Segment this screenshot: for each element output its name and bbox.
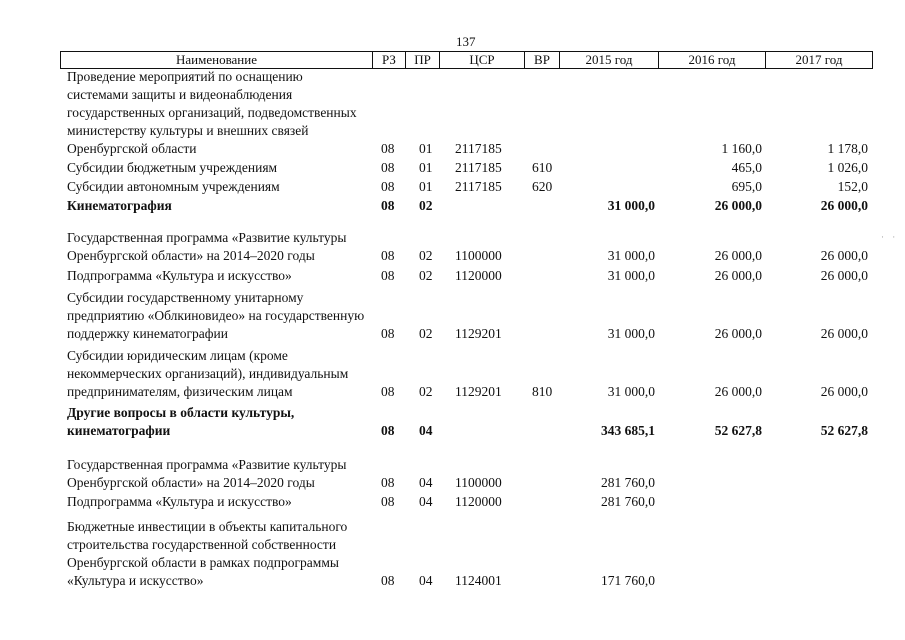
row-name: Государственная программа «Развитие культуры Оренбургской области» на 2014–2020 годы	[67, 230, 347, 263]
row-vr: 610	[532, 160, 553, 175]
row-rz: 08	[381, 268, 395, 283]
row-name: Бюджетные инвестиции в объекты капитального строительства государственной собственности Оренбургской области в рамках подпрограммы «Культура и искусство»	[67, 519, 348, 588]
row-2017: 26 000,0	[820, 384, 868, 399]
row-csr: 1129201	[455, 326, 502, 341]
row-name: Проведение мероприятий по оснащению системами защиты и видеонаблюдения государственных организаций, подведомственных министерству культуры и внешних связей Оренбургской области	[67, 69, 357, 156]
row-2016: 695,0	[731, 179, 762, 194]
row-name: Кинематография	[67, 198, 172, 213]
row-csr: 2117185	[455, 160, 502, 175]
row-2016: 26 000,0	[714, 326, 762, 341]
row-2017: 152,0	[837, 179, 868, 194]
table-row	[0, 158, 905, 177]
row-pr: 01	[419, 160, 433, 175]
header-csr: ЦСР	[439, 51, 525, 69]
row-vr: 810	[532, 384, 553, 399]
row-pr: 01	[419, 179, 433, 194]
row-rz: 08	[381, 494, 395, 509]
row-2017: 26 000,0	[820, 248, 868, 263]
row-csr: 2117185	[455, 179, 502, 194]
row-name: Субсидии юридическим лицам (кроме некоммерческих организаций), индивидуальным предпринимателям, физическим лицам	[67, 348, 349, 399]
row-csr: 1100000	[455, 475, 502, 490]
row-rz: 08	[381, 475, 395, 490]
row-2015: 343 685,1	[601, 423, 655, 438]
page-number: 137	[456, 34, 476, 49]
row-2017: 52 627,8	[820, 423, 868, 438]
row-2016: 52 627,8	[714, 423, 762, 438]
row-2017: 1 178,0	[827, 141, 868, 156]
row-pr: 01	[419, 141, 433, 156]
table-row	[0, 69, 905, 158]
row-rz: 08	[381, 198, 395, 213]
row-2015: 281 760,0	[601, 494, 655, 509]
row-name: Другие вопросы в области культуры, кинематографии	[67, 405, 295, 438]
row-name: Субсидии государственному унитарному предприятию «Облкиновидео» на государственную поддержку кинематографии	[67, 290, 365, 341]
row-2015: 281 760,0	[601, 475, 655, 490]
table-row	[0, 265, 905, 285]
row-2015: 31 000,0	[607, 198, 655, 213]
table-row	[0, 215, 905, 265]
header-2015: 2015 год	[559, 51, 659, 69]
row-name: Субсидии автономным учреждениям	[67, 179, 280, 194]
table-row	[0, 290, 905, 343]
table-row	[0, 440, 905, 492]
row-csr: 1120000	[455, 494, 502, 509]
row-rz: 08	[381, 141, 395, 156]
row-rz: 08	[381, 384, 395, 399]
row-rz: 08	[381, 179, 395, 194]
row-rz: 08	[381, 573, 395, 588]
row-2016: 26 000,0	[714, 268, 762, 283]
row-pr: 02	[419, 268, 433, 283]
header-2017: 2017 год	[765, 51, 873, 69]
header-name: Наименование	[60, 51, 373, 69]
row-name: Государственная программа «Развитие культуры Оренбургской области» на 2014–2020 годы	[67, 457, 347, 490]
row-2017: 26 000,0	[820, 198, 868, 213]
table-row	[0, 518, 905, 590]
table-row	[0, 196, 905, 215]
row-2015: 171 760,0	[601, 573, 655, 588]
header-2016: 2016 год	[658, 51, 766, 69]
row-pr: 04	[419, 573, 433, 588]
row-2015: 31 000,0	[607, 384, 655, 399]
table-row	[0, 177, 905, 196]
scan-mark: · ·	[881, 232, 899, 242]
row-2015: 31 000,0	[607, 326, 655, 341]
row-csr: 1120000	[455, 268, 502, 283]
table-row	[0, 404, 905, 440]
row-csr: 2117185	[455, 141, 502, 156]
row-rz: 08	[381, 326, 395, 341]
table-row	[0, 348, 905, 401]
row-rz: 08	[381, 423, 395, 438]
row-vr: 620	[532, 179, 553, 194]
row-2016: 26 000,0	[714, 198, 762, 213]
row-2017: 26 000,0	[820, 268, 868, 283]
table-row	[0, 492, 905, 511]
row-2017: 26 000,0	[820, 326, 868, 341]
row-csr: 1124001	[455, 573, 502, 588]
row-2017: 1 026,0	[827, 160, 868, 175]
row-2016: 1 160,0	[721, 141, 762, 156]
row-2015: 31 000,0	[607, 268, 655, 283]
row-2015: 31 000,0	[607, 248, 655, 263]
header-vr: ВР	[524, 51, 560, 69]
header-rz: РЗ	[372, 51, 406, 69]
row-pr: 04	[419, 494, 433, 509]
row-pr: 04	[419, 423, 433, 438]
row-csr: 1129201	[455, 384, 502, 399]
row-pr: 02	[419, 326, 433, 341]
row-pr: 02	[419, 248, 433, 263]
row-name: Субсидии бюджетным учреждениям	[67, 160, 278, 175]
row-2016: 26 000,0	[714, 248, 762, 263]
row-name: Подпрограмма «Культура и искусство»	[67, 268, 292, 283]
row-2016: 26 000,0	[714, 384, 762, 399]
row-rz: 08	[381, 160, 395, 175]
row-csr: 1100000	[455, 248, 502, 263]
row-2016: 465,0	[731, 160, 762, 175]
header-pr: ПР	[405, 51, 440, 69]
row-rz: 08	[381, 248, 395, 263]
row-pr: 02	[419, 198, 433, 213]
row-pr: 04	[419, 475, 433, 490]
row-pr: 02	[419, 384, 433, 399]
row-name: Подпрограмма «Культура и искусство»	[67, 494, 292, 509]
